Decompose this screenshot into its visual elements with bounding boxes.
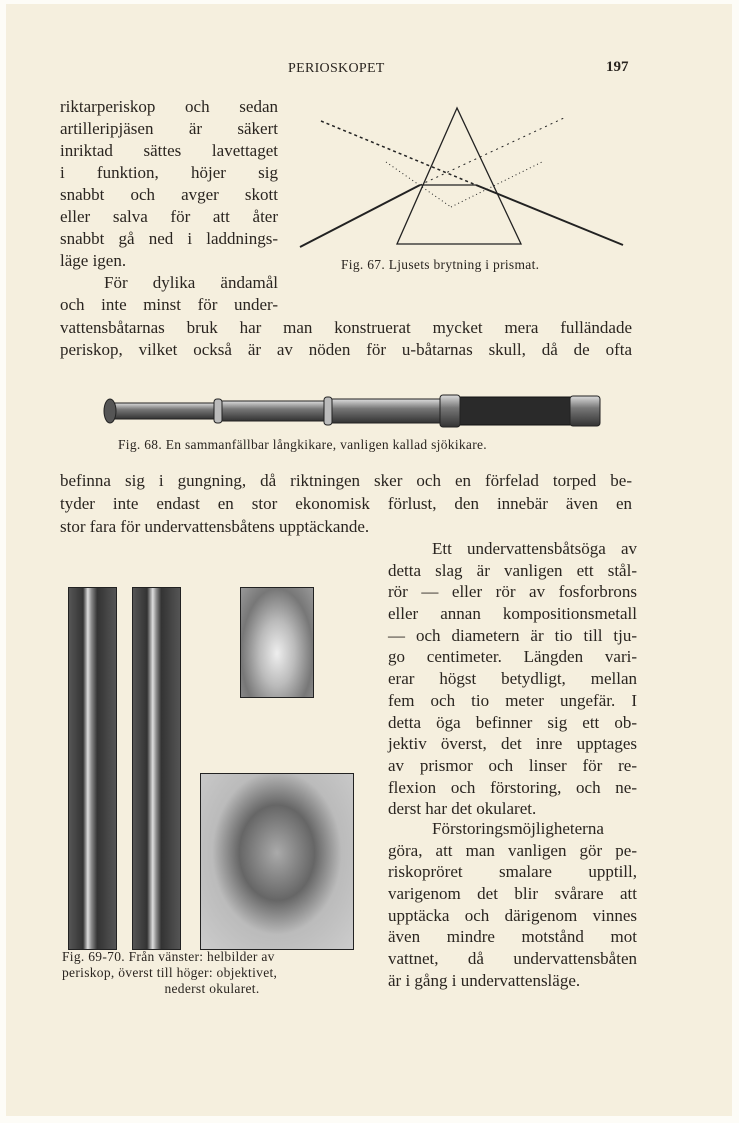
text-line: fem och tio meter ungefär. I: [388, 690, 637, 710]
text-line: För dylika ändamål: [104, 273, 278, 292]
text-line: — och diametern är tio till tju-: [388, 625, 637, 645]
eyepiece-photo: [200, 773, 354, 950]
text-line: befinna sig i gungning, då riktningen sker och en förfelad torped be-: [60, 471, 632, 490]
text-line: vattnet, då undervattensbåten: [388, 949, 637, 969]
text-line: läge igen.: [60, 251, 127, 270]
text-line: göra, att man vanligen gör pe-: [388, 840, 637, 860]
text-line: vattensbåtarnas bruk har man konstruerat mycket mera fulländade: [60, 318, 632, 337]
book-page: [6, 4, 732, 1116]
paragraph-2: [60, 469, 632, 538]
text-line: artilleripjäsen är säkert: [60, 119, 278, 138]
text-line: Ett undervattensbåtsöga av: [432, 539, 637, 558]
text-line: go centimeter. Längden vari-: [388, 647, 637, 667]
text-line: Förstoringsmöjligheterna: [432, 819, 604, 838]
running-title: PERIOSKOPET: [288, 61, 385, 76]
text-line: tyder inte endast en stor ekonomisk förlust, den innebär även en: [60, 494, 632, 513]
fig69-70-caption: [62, 949, 362, 997]
text-line: riktarperiskop och sedan: [60, 97, 278, 116]
prism-refraction-figure: [296, 99, 626, 249]
text-line: av prismor och linser för re-: [388, 755, 637, 775]
fig67-caption: Fig. 67. Ljusets brytning i prismat.: [341, 257, 540, 272]
text-line: flexion och förstoring, och ne-: [388, 777, 637, 797]
text-line: i funktion, höjer sig: [60, 163, 278, 182]
paragraph-full-width: [60, 317, 632, 361]
text-line: inriktad sättes lavettaget: [60, 141, 278, 160]
periscope-photo-2: [132, 587, 181, 950]
text-line: är i gång i undervattensläge.: [388, 970, 581, 990]
text-line: och inte minst för under-: [60, 295, 278, 314]
text-line: erar högst betydligt, mellan: [388, 669, 637, 689]
text-line: varigenom det blir svårare att: [388, 884, 637, 904]
telescope-figure: [100, 392, 605, 432]
paragraph-3: [388, 538, 637, 820]
text-line: stor fara för undervattensbåtens upptäckande.: [60, 517, 370, 536]
text-line: snabbt och avger skott: [60, 185, 278, 204]
fig68-caption: Fig. 68. En sammanfällbar långkikare, vanligen kallad sjökikare.: [118, 437, 487, 452]
text-line: detta slag är vanligen ett stål-: [388, 560, 637, 580]
paragraph-left-column: [60, 96, 278, 316]
text-line: riskopröret smalare upptill,: [388, 862, 637, 882]
page-number: 197: [606, 59, 629, 75]
text-line: även mindre motstånd mot: [388, 927, 637, 947]
text-line: detta öga befinner sig ett ob-: [388, 712, 637, 732]
objective-photo: [240, 587, 314, 698]
text-line: upptäcka och därigenom vinnes: [388, 905, 637, 925]
caption-line: Fig. 69-70. Från vänster: helbilder av: [62, 949, 275, 964]
caption-line: nederst okularet.: [164, 981, 260, 996]
caption-line: periskop, överst till höger: objektivet,: [62, 965, 278, 980]
text-line: snabbt gå ned i laddnings-: [60, 229, 278, 248]
text-line: jektiv överst, det inre upptages: [388, 734, 637, 754]
text-line: rör — eller rör av fosforbrons: [388, 582, 637, 602]
prism-shape: [397, 108, 521, 244]
text-line: eller annan kompositionsmetall: [388, 604, 637, 624]
text-line: periskop, vilket också är av nöden för u-båtarnas skull, då de ofta: [60, 340, 632, 359]
text-line: derst har det okularet.: [388, 799, 537, 819]
periscope-photo-1: [68, 587, 117, 950]
text-line: eller salva för att åter: [60, 207, 278, 226]
paragraph-4: [388, 818, 637, 992]
